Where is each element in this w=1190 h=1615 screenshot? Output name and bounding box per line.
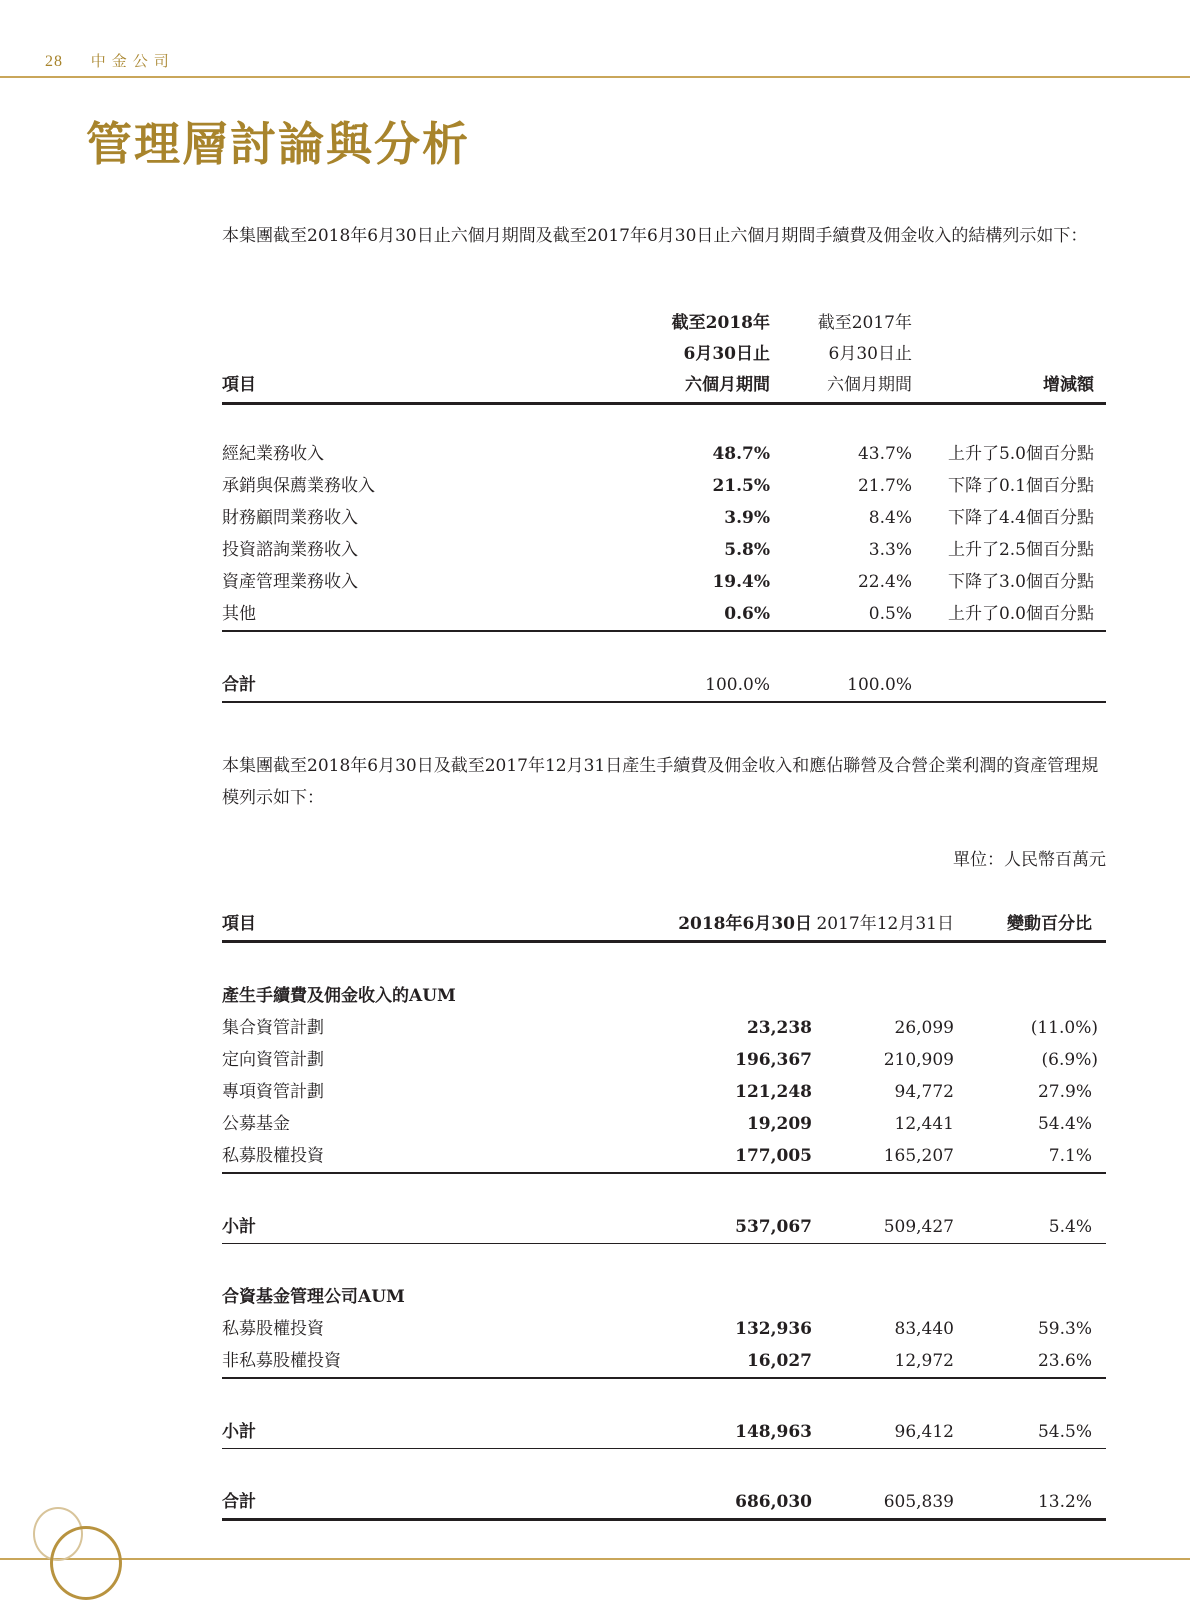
row-item: 定向資管計劃 [222, 1050, 324, 1070]
row-value-2018: 21.5% [712, 476, 770, 496]
subtotal-change: 5.4% [1048, 1216, 1092, 1237]
row-item: 其他 [222, 604, 256, 624]
total-row [222, 669, 1106, 701]
fee-structure-table [222, 308, 1106, 703]
row-value-2018: 0.6% [724, 604, 770, 624]
total-label: 合計 [222, 1492, 256, 1512]
table-header [222, 308, 1106, 402]
row-item: 財務顧問業務收入 [222, 508, 358, 528]
row-value-2018: 19.4% [712, 572, 770, 592]
subtotal-change: 54.5% [1037, 1421, 1092, 1442]
section1-title: 產生手續費及佣金收入的AUM [222, 986, 456, 1006]
page-header [0, 0, 1190, 78]
page-title: 管理層討論與分析 [86, 117, 470, 171]
row-item: 集合資管計劃 [222, 1018, 324, 1038]
table-row [222, 1012, 1106, 1044]
row-value-2017: 22.4% [857, 572, 912, 592]
row-value-2017: 21.7% [857, 476, 912, 496]
unit-label: 單位：人民幣百萬元 [953, 850, 1106, 870]
row-change: 下降了0.1個百分點 [947, 476, 1094, 496]
subtotal-row [222, 1416, 1106, 1448]
subtotal-value-2017: 509,427 [883, 1216, 954, 1237]
row-item: 私募股權投資 [222, 1319, 324, 1339]
row-change: 上升了5.0個百分點 [947, 444, 1094, 464]
col-2017-header-line3: 六個月期間 [827, 375, 912, 395]
row-change: (11.0%) [1030, 1018, 1098, 1038]
col-2018-header-line2: 6月30日止 [683, 344, 770, 364]
total-value-2018: 100.0% [705, 674, 770, 695]
row-item: 非私募股權投資 [222, 1351, 341, 1371]
total-rule [222, 701, 1106, 703]
company-name: 中金公司 [90, 52, 175, 70]
table-row [222, 566, 1106, 598]
section-title [222, 1281, 1106, 1313]
subtotal-row [222, 1211, 1106, 1243]
row-value-2018: 16,027 [746, 1351, 812, 1371]
section-title [222, 980, 1106, 1012]
row-change: 23.6% [1037, 1351, 1092, 1371]
row-change: 上升了0.0個百分點 [947, 604, 1094, 624]
total-change: 13.2% [1037, 1492, 1092, 1512]
row-change: 下降了3.0個百分點 [947, 572, 1094, 592]
row-value-2018: 23,238 [746, 1018, 812, 1038]
table-row [222, 1140, 1106, 1172]
row-value-2017: 12,441 [894, 1114, 954, 1134]
aum-table [222, 908, 1106, 1521]
running-header [45, 50, 175, 71]
header-divider [0, 76, 1190, 78]
col-2017-header-line2: 6月30日止 [828, 344, 912, 364]
table-header [222, 908, 1106, 940]
total-value-2017: 605,839 [883, 1492, 954, 1512]
row-item: 公募基金 [222, 1114, 290, 1134]
subtotal-label: 小計 [222, 1421, 256, 1442]
row-value-2017: 165,207 [883, 1146, 954, 1166]
table-row [222, 1345, 1106, 1377]
row-value-2018: 121,248 [735, 1082, 812, 1102]
total-row [222, 1486, 1106, 1518]
row-item: 投資諮詢業務收入 [222, 540, 358, 560]
table-row [222, 438, 1106, 470]
col-change-header: 增減額 [1043, 375, 1094, 395]
total-label: 合計 [222, 674, 256, 695]
col-2017-header-line1: 截至2017年 [817, 313, 912, 333]
table-row [222, 470, 1106, 502]
row-item: 承銷與保薦業務收入 [222, 476, 375, 496]
row-value-2018: 48.7% [712, 444, 770, 464]
row-value-2017: 210,909 [883, 1050, 954, 1070]
row-value-2017: 83,440 [894, 1319, 954, 1339]
row-rule [222, 1377, 1106, 1379]
row-change: 下降了4.4個百分點 [947, 508, 1094, 528]
intro-paragraph: 本集團截至2018年6月30日止六個月期間及截至2017年6月30日止六個月期間手續費及佣金收入的結構列示如下： [222, 226, 1088, 246]
total-value-2017: 100.0% [847, 674, 912, 695]
decorative-ring-icon [50, 1526, 122, 1600]
table-row [222, 1044, 1106, 1076]
col-change-header: 變動百分比 [1007, 914, 1092, 934]
table-row [222, 1313, 1106, 1345]
col-2018-header-line1: 截至2018年 [671, 313, 770, 333]
row-value-2018: 19,209 [746, 1114, 812, 1134]
row-change: (6.9%) [1041, 1050, 1098, 1070]
col-2017-header: 2017年12月31日 [816, 914, 954, 934]
table-row [222, 1108, 1106, 1140]
table-row [222, 534, 1106, 566]
row-value-2018: 196,367 [735, 1050, 812, 1070]
table-row [222, 502, 1106, 534]
row-rule [222, 630, 1106, 632]
row-value-2017: 3.3% [868, 540, 912, 560]
row-change: 7.1% [1048, 1146, 1092, 1166]
row-value-2018: 177,005 [735, 1146, 812, 1166]
row-value-2017: 12,972 [894, 1351, 954, 1371]
col-item-header: 項目 [222, 375, 256, 395]
total-rule [222, 1518, 1106, 1521]
subtotal-value-2018: 537,067 [735, 1216, 812, 1237]
header-rule [222, 940, 1106, 943]
footer-divider [0, 1558, 1190, 1560]
row-value-2018: 132,936 [735, 1319, 812, 1339]
row-value-2017: 0.5% [868, 604, 912, 624]
row-value-2018: 3.9% [724, 508, 770, 528]
row-change: 59.3% [1037, 1319, 1092, 1339]
section2-title: 合資基金管理公司AUM [222, 1287, 405, 1307]
row-item: 資產管理業務收入 [222, 572, 358, 592]
col-item-header: 項目 [222, 914, 256, 934]
row-value-2017: 26,099 [894, 1018, 954, 1038]
row-change: 27.9% [1037, 1082, 1092, 1102]
row-value-2017: 8.4% [868, 508, 912, 528]
page-number: 28 [45, 53, 63, 70]
row-value-2017: 43.7% [857, 444, 912, 464]
row-value-2017: 94,772 [894, 1082, 954, 1102]
subtotal-label: 小計 [222, 1216, 256, 1237]
subtotal-rule [222, 1243, 1106, 1245]
subtotal-value-2017: 96,412 [894, 1421, 954, 1442]
row-value-2018: 5.8% [724, 540, 770, 560]
subtotal-value-2018: 148,963 [735, 1421, 812, 1442]
col-2018-header: 2018年6月30日 [678, 914, 812, 934]
aum-paragraph: 本集團截至2018年6月30日及截至2017年12月31日產生手續費及佣金收入和應佔聯營及合營企業利潤的資產管理規模列示如下： [222, 756, 1099, 808]
col-2018-header-line3: 六個月期間 [685, 375, 770, 395]
row-item: 經紀業務收入 [222, 444, 324, 464]
table-row [222, 598, 1106, 630]
subtotal-rule [222, 1448, 1106, 1450]
total-value-2018: 686,030 [735, 1492, 812, 1512]
row-change: 54.4% [1037, 1114, 1092, 1134]
header-rule [222, 402, 1106, 405]
row-item: 專項資管計劃 [222, 1082, 324, 1102]
row-change: 上升了2.5個百分點 [947, 540, 1094, 560]
row-rule [222, 1172, 1106, 1174]
table-row [222, 1076, 1106, 1108]
row-item: 私募股權投資 [222, 1146, 324, 1166]
